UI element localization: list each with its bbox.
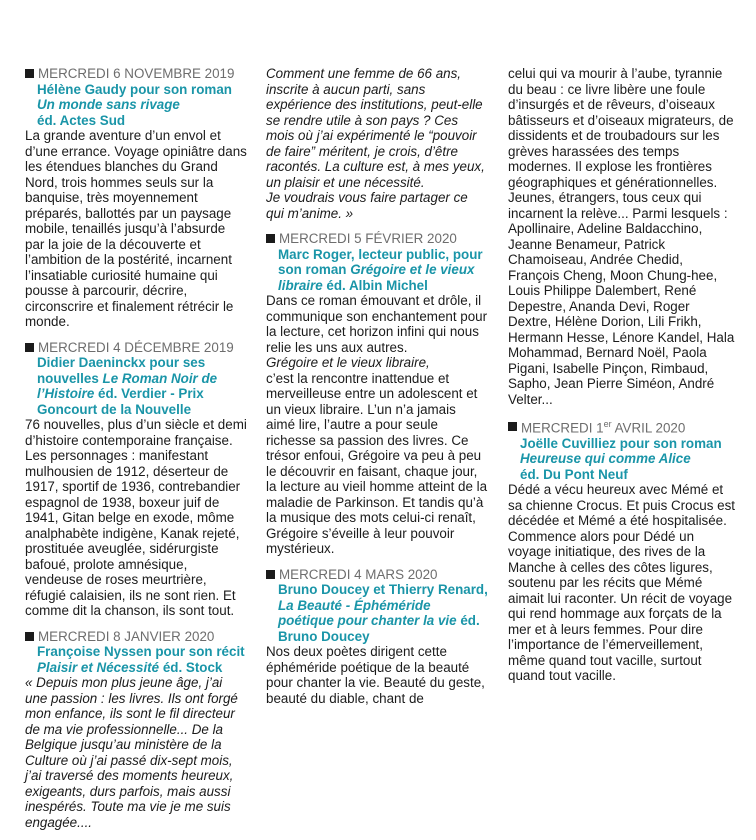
entry-title: Joëlle Cuvilliez pour son roman Heureuse qui comme Alice éd. Du Pont Neuf: [520, 435, 722, 482]
entry-body: Dans ce roman émouvant et drôle, il communique son enchantement pour la lecture, cet horizon infini qui nous relie les uns aux autres. Grégoire et le vieux libraire, c’est la rencontre inattendue et merveilleuse entre un adolescent et un vieux libraire. L’un n’a jamais aimé lire, l’autre a pour seule richesse sa passion des livres. Ce trésor enfoui, Grégoire va peu à peu le découvrir en faisant, chaque jour, la lecture au vieil homme atteint de la maladie de Parkinson. Et tandis qu’à la musique des mots celui-ci renaît, Grégoire s’éveille à leur pouvoir mystérieux.: [266, 293, 488, 556]
entry-body: Dédé a vécu heureux avec Mémé et sa chienne Crocus. Et puis Crocus est décédée et Mémé a été hospitalisée. Commence alors pour Dédé un voyage initiatique, des rives de la Manche à celles des côtes ligures, soutenu par les récits que Mémé aimait lui raconter. Un récit de voyage qui rend hommage aux forçats de la mer et à leurs femmes. Pour dire l’importance de l’émerveillement, même quand tout vacille, surtout quand tout vacille.: [508, 482, 736, 684]
column-3: [508, 66, 736, 694]
entry-cuvilliez: [508, 417, 736, 684]
entry-nyssen: [25, 629, 247, 831]
entry-body-part-2: celui qui va mourir à l’aube, tyrannie du beau : ce livre libère une foule d’insurgés et de rêveurs, d’oiseaux bâtisseurs et d’oiseaux migrateurs, de dissidents et de troubadours sur les grèves harassées des temps modernes. Il explose les frontières géographiques et générationnelles. Jeunes, étrangers, tous ceux qui incarnent la relève... Parmi lesquels : Apollinaire, Adeline Baldacchino, Jeanne Benameur, Patrick Chamoiseau, Andrée Chedid, François Cheng, Moon Chung-hee, Louis Philippe Dalembert, René Depestre, Ananda Devi, Roger Dextre, Hélène Dorion, Lili Frikh, Hermann Hesse, Lénore Kandel, Hala Mohammad, Bernard Noël, Paola Pigani, Isabelle Pinçon, Rimbaud, Sapho, Jean Pierre Siméon, André Velter...: [508, 66, 735, 407]
square-bullet-icon: [25, 69, 34, 78]
entry-nyssen-continued: [266, 66, 488, 221]
square-bullet-icon: [508, 422, 517, 431]
entry-date: MERCREDI 1er AVRIL 2020: [508, 417, 736, 436]
entry-title: Marc Roger, lecteur public, pour son roman Grégoire et le vieux libraire éd. Albin Michel: [278, 246, 483, 293]
square-bullet-icon: [25, 343, 34, 352]
entry-date: MERCREDI 6 NOVEMBRE 2019: [25, 66, 247, 82]
entry-body: « Depuis mon plus jeune âge, j’ai une passion : les livres. Ils ont forgé mon enfance, ils sont le fil directeur de ma vie professionnelle... De la Belgique jusqu’au ministère de la Culture où j’ai passé dix-sept mois, j’ai traversé des moments heureux, exigeants, durs parfois, mais aussi inespérés. Toute ma vie je me suis engagée....: [25, 675, 238, 830]
entry-doucey-continued: [508, 66, 736, 407]
entry-date: MERCREDI 4 DÉCEMBRE 2019: [25, 340, 247, 356]
entry-body: 76 nouvelles, plus d’un siècle et demi d’histoire contemporaine française. Les personnages : manifestant mulhousien de 1912, déserteur de 1917, sportif de 1936, contrebandier espagnol de 1938, boxeur juif de 1941, Gitan belge en exode, môme analphabète indigène, Kanak rejeté, prostituée aveuglée, sidérurgiste bafoué, prolote amnésique, vendeuse de roses meurtrière, réfugié calaisien, ils ne sont rien. Et comme dit la chanson, ils sont tout.: [25, 417, 247, 618]
square-bullet-icon: [266, 570, 275, 579]
entry-title: Françoise Nyssen pour son récit Plaisir et Nécessité éd. Stock: [37, 644, 245, 675]
entry-body: La grande aventure d’un envol et d’une errance. Voyage opiniâtre dans les étendues blanches du Grand Nord, trois hommes seuls sur la banquise, très moyennement préparés, ballottés par un paysage mobile, tenaillés jusqu’à l’absurde par la joie de la découverte et l’ambition de la postérité, incarnent l’insatiable curiosité humaine qui pousse à parcourir, décrire, circonscrire et finalement rétrécir le monde.: [25, 128, 247, 329]
square-bullet-icon: [25, 632, 34, 641]
entry-title: Didier Daeninckx pour ses nouvelles Le Roman Noir de l’Histoire éd. Verdier - Prix Goncourt de la Nouvelle: [37, 355, 218, 417]
entry-body: [266, 644, 488, 706]
entry-date: MERCREDI 5 FÉVRIER 2020: [266, 231, 488, 247]
column-2: [266, 66, 488, 716]
entry-body-part-1: Nos deux poètes dirigent cette éphéméride poétique de la beauté pour chanter la vie. Beauté du geste, beauté du diable, chant de: [266, 644, 485, 706]
entry-date: MERCREDI 4 MARS 2020: [266, 567, 488, 583]
entry-title: Bruno Doucey et Thierry Renard, La Beauté - Éphéméride poétique pour chanter la vie éd. Bruno Doucey: [278, 582, 488, 644]
entry-gaudy: [25, 66, 247, 330]
column-1: [25, 66, 247, 840]
entry-date: MERCREDI 8 JANVIER 2020: [25, 629, 247, 645]
entry-body: [508, 66, 736, 407]
square-bullet-icon: [266, 234, 275, 243]
entry-title: Hélène Gaudy pour son roman Un monde sans rivage éd. Actes Sud: [37, 81, 232, 128]
entry-doucey-renard: [266, 567, 488, 707]
entry-body: Comment une femme de 66 ans, inscrite à aucun parti, sans expérience des institutions, peut-elle se rendre utile à son pays ? Ces mois où j’ai expérimenté le “pouvoir de faire” méritent, je crois, d’être racontés. La culture est, à mes yeux, un plaisir et une nécessité. Je voudrais vous faire partager ce qui m’anime. »: [266, 66, 485, 221]
entry-daeninckx: [25, 340, 247, 619]
entry-roger: [266, 231, 488, 557]
